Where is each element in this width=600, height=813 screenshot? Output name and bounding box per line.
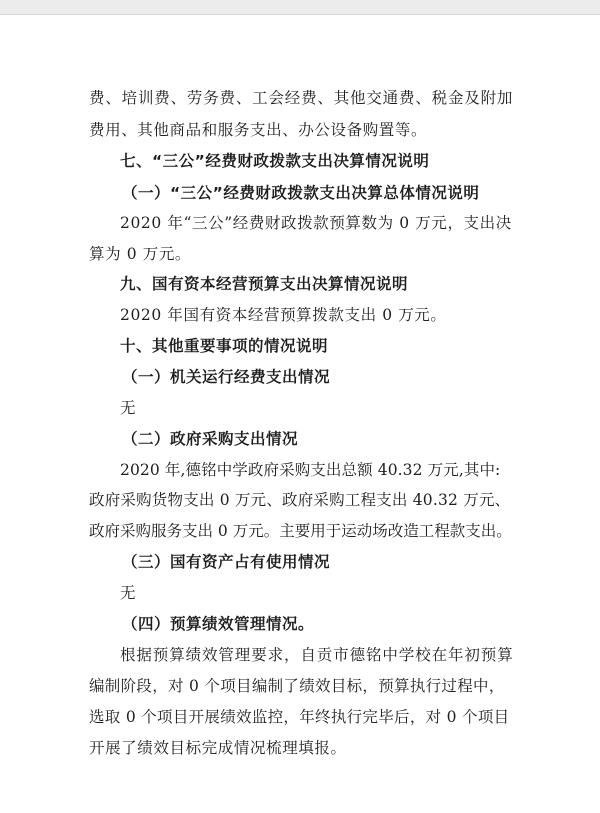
- paragraph-line: 算为 0 万元。: [89, 245, 192, 263]
- paragraph-line: 费、培训费、劳务费、工会经费、其他交通费、税金及附加: [89, 89, 513, 107]
- subsection-heading: （一）机关运行经费支出情况: [122, 368, 331, 386]
- subsection-heading: （二）政府采购支出情况: [122, 430, 299, 448]
- paragraph-line: 开展了绩效目标完成情况梳理填报。: [89, 739, 347, 757]
- paragraph-line: 编制阶段，对 0 个项目编制了绩效目标，预算执行过程中，: [89, 677, 505, 695]
- subsection-heading: （四）预算绩效管理情况。: [122, 615, 315, 633]
- subsection-heading: （三）国有资产占有使用情况: [122, 553, 331, 571]
- paragraph-line: 政府采购货物支出 0 万元、政府采购工程支出 40.32 万元、: [89, 491, 511, 509]
- subsection-heading: （一）“三公”经费财政拨款支出决算总体情况说明: [122, 184, 480, 202]
- paragraph-line: 无: [120, 399, 137, 417]
- paragraph-line: 2020 年,德铭中学政府采购支出总额 40.32 万元,其中:: [120, 461, 501, 479]
- paragraph-line: 费用、其他商品和服务支出、办公设备购置等。: [89, 121, 428, 139]
- paragraph-line: 选取 0 个项目开展绩效监控，年终执行完毕后，对 0 个项目: [89, 708, 510, 726]
- paragraph-line: 2020 年“三公”经费财政拨款预算数为 0 万元，支出决: [120, 214, 512, 232]
- paragraph-line: 政府采购服务支出 0 万元。主要用于运动场改造工程款支出。: [89, 522, 512, 540]
- section-heading-nine: 九、国有资本经营预算支出决算情况说明: [120, 275, 409, 293]
- paragraph-line: 无: [120, 584, 137, 602]
- section-heading-ten: 十、其他重要事项的情况说明: [120, 337, 329, 355]
- section-heading-seven: 七、“三公”经费财政拨款支出决算情况说明: [120, 152, 430, 170]
- paragraph-line: 根据预算绩效管理要求，自贡市德铭中学校在年初预算: [120, 646, 514, 664]
- paragraph-line: 2020 年国有资本经营预算拨款支出 0 万元。: [120, 306, 447, 324]
